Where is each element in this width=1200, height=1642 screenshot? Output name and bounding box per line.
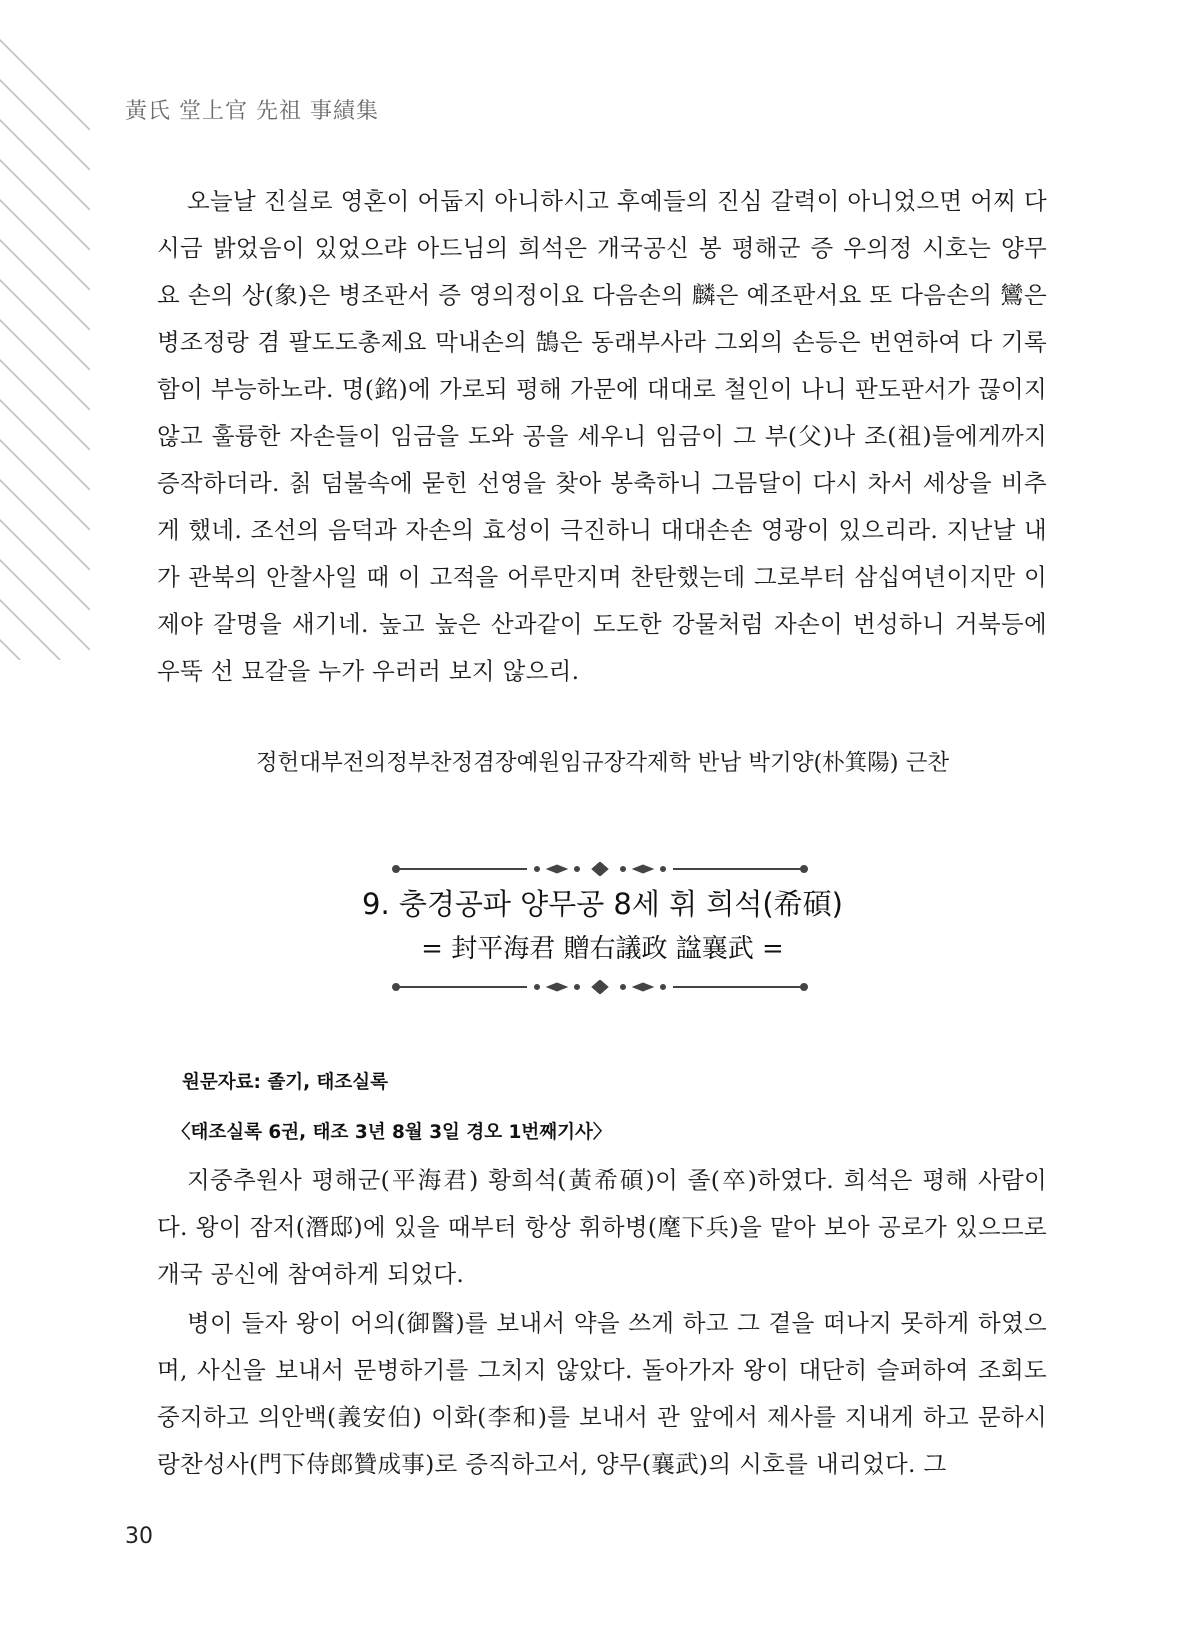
annals-paragraph-1: 지중추원사 평해군(平海君) 황희석(黃希碩)이 졸(卒)하였다. 희석은 평해 사람이다. 왕이 잠저(潛邸)에 있을 때부터 항상 휘하병(麾下兵)을 맡아 보아 공로가 있으므로 개국 공신에 참여하게 되었다.	[157, 1166, 1047, 1288]
title-ornament-top	[392, 862, 808, 876]
annals-paragraph-2: 병이 들자 왕이 어의(御醫)를 보내서 약을 쓰게 하고 그 곁을 떠나지 못하게 하였으며, 사신을 보내서 문병하기를 그치지 않았다. 돌아가자 왕이 대단히 슬퍼하여 조회도 중지하고 의안백(義安伯) 이화(李和)를 보내서 관 앞에서 제사를 지내게 하고 문하시랑찬성사(門下侍郎贊成事)로 증직하고서, 양무(襄武)의 시호를 내리었다. 그	[157, 1309, 1047, 1478]
epitaph-paragraph: 오늘날 진실로 영혼이 어둡지 아니하시고 후예들의 진심 갈력이 아니었으면 어찌 다시금 밝었음이 있었으랴 아드님의 희석은 개국공신 봉 평해군 증 우의정 시호는 양무요 손의 상(象)은 병조판서 증 영의정이요 다음손의 麟은 예조판서요 또 다음손의 鸞은 병조정랑 겸 팔도도총제요 막내손의 鵠은 동래부사라 그외의 손등은 번연하여 다 기록함이 부능하노라. 명(銘)에 가로되 평해 가문에 대대로 철인이 나니 판도판서가 끊이지 않고 훌륭한 자손들이 임금을 도와 공을 세우니 임금이 그 부(父)나 조(祖)들에게까지 증작하더라. 칡 덤불속에 묻힌 선영을 찾아 봉축하니 그믐달이 다시 차서 세상을 비추게 했네. 조선의 음덕과 자손의 효성이 극진하니 대대손손 영광이 있으리라. 지난날 내가 관북의 안찰사일 때 이 고적을 어루만지며 찬탄했는데 그로부터 삼십여년이지만 이제야 갈명을 새기네. 높고 높은 산과같이 도도한 강물처럼 자손이 번성하니 거북등에 우뚝 선 묘갈을 누가 우러러 보지 않으리.	[157, 187, 1047, 685]
source-reference: 〈태조실록 6권, 태조 3년 8월 3일 경오 1번째기사〉	[172, 1122, 612, 1143]
author-signature: 정헌대부전의정부찬정겸장예원임규장각제학 반남 박기양(朴箕陽) 근찬	[255, 750, 950, 776]
section-subtitle: = 封平海君 贈右議政 諡襄武 =	[421, 934, 784, 964]
title-ornament-bottom	[392, 980, 808, 994]
running-head: 黃氏 堂上官 先祖 事績集	[125, 99, 379, 124]
source-label: 원문자료: 졸기, 태조실록	[182, 1072, 389, 1093]
section-title: 9. 충경공파 양무공 8세 휘 희석(希碩)	[362, 887, 843, 921]
page-number: 30	[125, 1524, 153, 1549]
corner-stripe-decoration	[0, 0, 90, 660]
